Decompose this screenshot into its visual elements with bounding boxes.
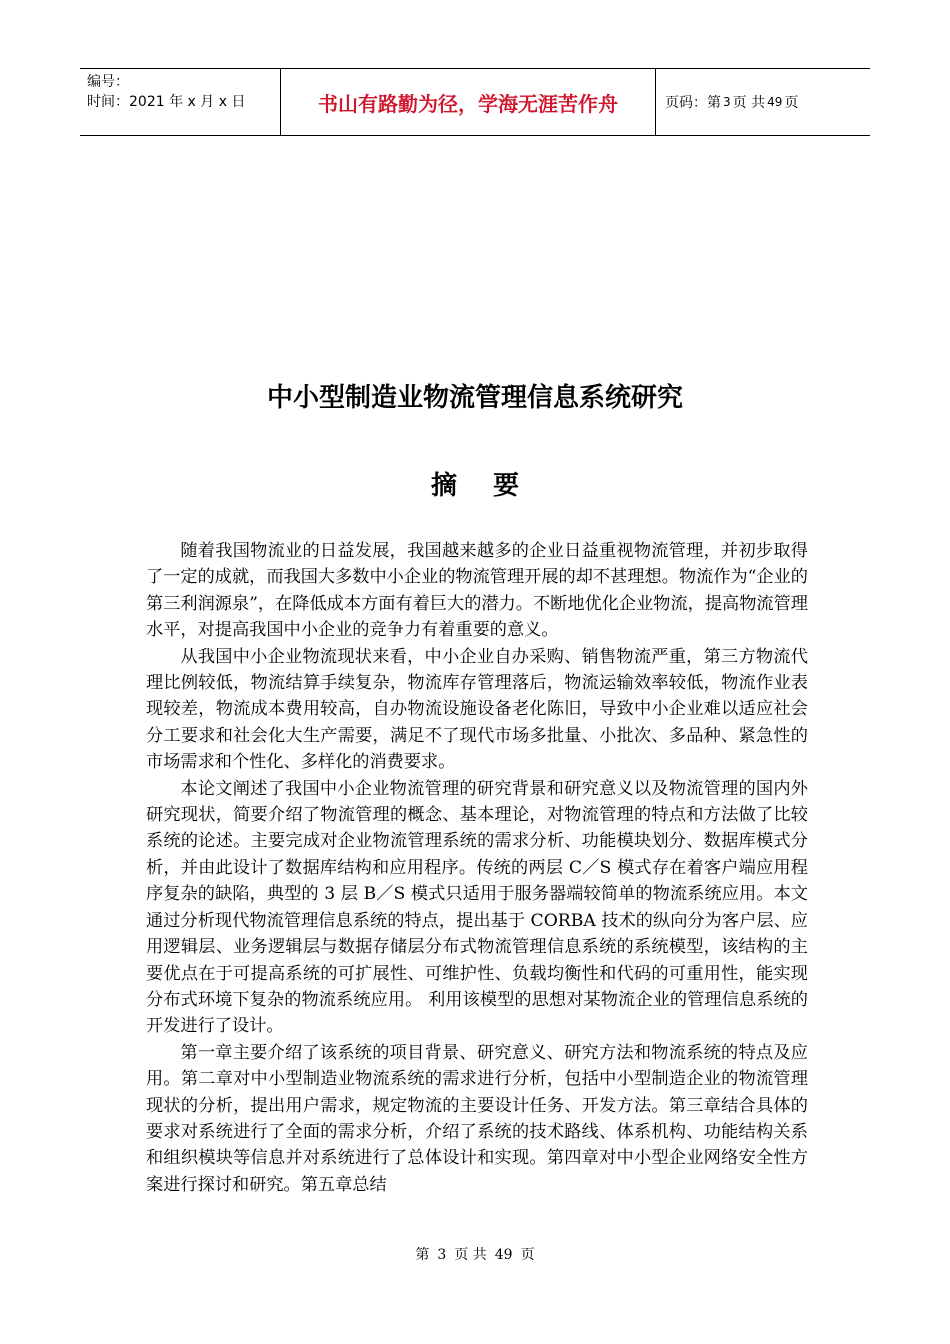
paragraph: 本论文阐述了我国中小企业物流管理的研究背景和研究意义以及物流管理的国内外研究现状，简要介绍了物流管理的概念、基本理论，对物流管理的特点和方法做了比较系统的论述。主要完成对企业物流管理系统的需求分析、功能模块划分、数据库模式分析，并由此设计了数据库结构和应用程序。传统的两层 C／S 模式存在着客户端应用程序复杂的缺陷，典型的 3 层 B／S 模式只适用于服务器端较简单的物流系统应用。本文通过分析现代物流管理信息系统的特点，提出基于 CORBA 技术的纵向分为客户层、应用逻辑层、业务逻辑层与数据存储层分布式物流管理信息系统的系统模型，该结构的主要优点在于可提高系统的可扩展性、可维护性、负载均衡性和代码的可重用性，能实现分布式环境下复杂的物流系统应用。 利用该模型的思想对某物流企业的管理信息系统的开发进行了设计。 xyxy=(146,778,808,1037)
paragraph: 随着我国物流业的日益发展，我国越来越多的企业日益重视物流管理，并初步取得了一定的成就，而我国大多数中小企业的物流管理开展的却不甚理想。物流作为“企业的第三利润源泉”，在降低成本方面有着巨大的潜力。不断地优化企业物流，提高物流管理水平，对提高我国中小企业的竞争力有着重要的意义。 xyxy=(146,541,808,641)
document-title: 中小型制造业物流管理信息系统研究 xyxy=(266,383,683,413)
abstract-heading: 摘要 xyxy=(430,471,555,501)
footer-page-current: 3 xyxy=(437,1247,447,1263)
header-page-number xyxy=(656,69,870,135)
page-header xyxy=(80,68,870,136)
header-page-current: 3 xyxy=(723,95,731,109)
page-footer xyxy=(0,1245,950,1265)
header-page-suffix: 页 xyxy=(784,95,799,111)
document-date: 时间：2021 年 x 月 x 日 xyxy=(87,94,246,110)
document-number-label: 编号： xyxy=(87,74,129,90)
paragraph: 第一章主要介绍了该系统的项目背景、研究意义、研究方法和物流系统的特点及应用。第二章对中小型制造业物流系统的需求进行分析，包括中小型制造企业的物流管理现状的分析，提出用户需求，规定物流的主要设计任务、开发方法。第三章结合具体的要求对系统进行了全面的需求分析，介绍了系统的技术路线、体系机构、功能结构关系和组织模块等信息并对系统进行了总体设计和实现。第四章对中小型企业网络安全性方案进行探讨和研究。第五章总结 xyxy=(146,1042,808,1195)
paragraph: 从我国中小企业物流现状来看，中小企业自办采购、销售物流严重，第三方物流代理比例较低，物流结算手续复杂，物流库存管理落后，物流运输效率较低，物流作业表现较差，物流成本费用较高，自办物流设施设备老化陈旧，导致中小企业难以适应社会分工要求和社会化大生产需要，满足不了现代市场多批量、小批次、多品种、紧急性的市场需求和个性化、多样化的消费要求。 xyxy=(146,646,808,773)
abstract-body xyxy=(146,538,808,1198)
footer-mid: 页 共 xyxy=(454,1247,487,1263)
header-page-total: 49 xyxy=(767,95,783,109)
header-motto: 书山有路勤为径，学海无涯苦作舟 xyxy=(280,69,656,135)
footer-prefix: 第 xyxy=(415,1247,430,1263)
footer-suffix: 页 xyxy=(520,1247,535,1263)
header-meta xyxy=(80,69,280,135)
header-page-prefix: 页码：第 xyxy=(665,95,721,111)
footer-page-total: 49 xyxy=(494,1247,513,1263)
header-page-mid: 页 共 xyxy=(732,95,766,111)
